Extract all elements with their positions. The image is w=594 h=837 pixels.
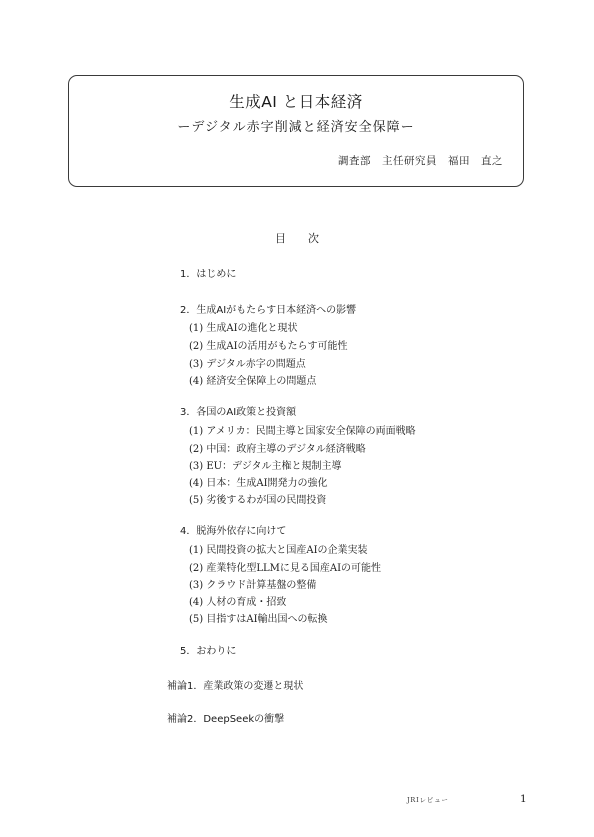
toc-subsection: (4) 日本：生成AI開発力の強化	[189, 478, 328, 489]
toc-subsection: (4) 経済安全保障上の問題点	[189, 376, 317, 387]
toc-supplement: 補論2．DeepSeekの衝撃	[167, 714, 285, 725]
toc-subsection: (2) 産業特化型LLMに見る国産AIの可能性	[189, 563, 382, 574]
toc-section: 1．はじめに	[180, 269, 237, 280]
page-number: 1	[520, 793, 527, 805]
toc-subsection: (1) アメリカ：民間主導と国家安全保障の両面戦略	[189, 426, 416, 437]
toc-subsection: (1) 生成AIの進化と現状	[189, 323, 298, 334]
toc-subsection: (3) デジタル赤字の問題点	[189, 359, 306, 370]
article-subtitle: ーデジタル赤字削減と経済安全保障ー	[177, 120, 415, 135]
toc-subsection: (3) EU：デジタル主権と規制主導	[189, 461, 342, 472]
toc-subsection: (2) 生成AIの活用がもたらす可能性	[189, 341, 348, 352]
toc-section: 4．脱海外依存に向けて	[180, 526, 287, 537]
toc-section: 5．おわりに	[180, 646, 237, 657]
toc-section: 2．生成AIがもたらす日本経済への影響	[180, 305, 357, 316]
journal-name: JRIレビュー	[407, 796, 449, 804]
toc-subsection: (4) 人材の育成・招致	[189, 597, 287, 608]
toc-section: 3．各国のAI政策と投資額	[180, 407, 297, 418]
toc-subsection: (3) クラウド計算基盤の整備	[189, 580, 317, 591]
author-line: 調査部 主任研究員 福田 直之	[338, 155, 503, 167]
toc-subsection: (5) 劣後するわが国の民間投資	[189, 495, 327, 506]
toc-subsection: (2) 中国：政府主導のデジタル経済戦略	[189, 444, 366, 455]
article-title: 生成AI と日本経済	[229, 93, 363, 111]
toc-heading: 目 次	[275, 232, 319, 245]
toc-subsection: (5) 目指すはAI輸出国への転換	[189, 614, 328, 625]
toc-supplement: 補論1．産業政策の変遷と現状	[167, 681, 304, 692]
toc-subsection: (1) 民間投資の拡大と国産AIの企業実装	[189, 545, 368, 556]
